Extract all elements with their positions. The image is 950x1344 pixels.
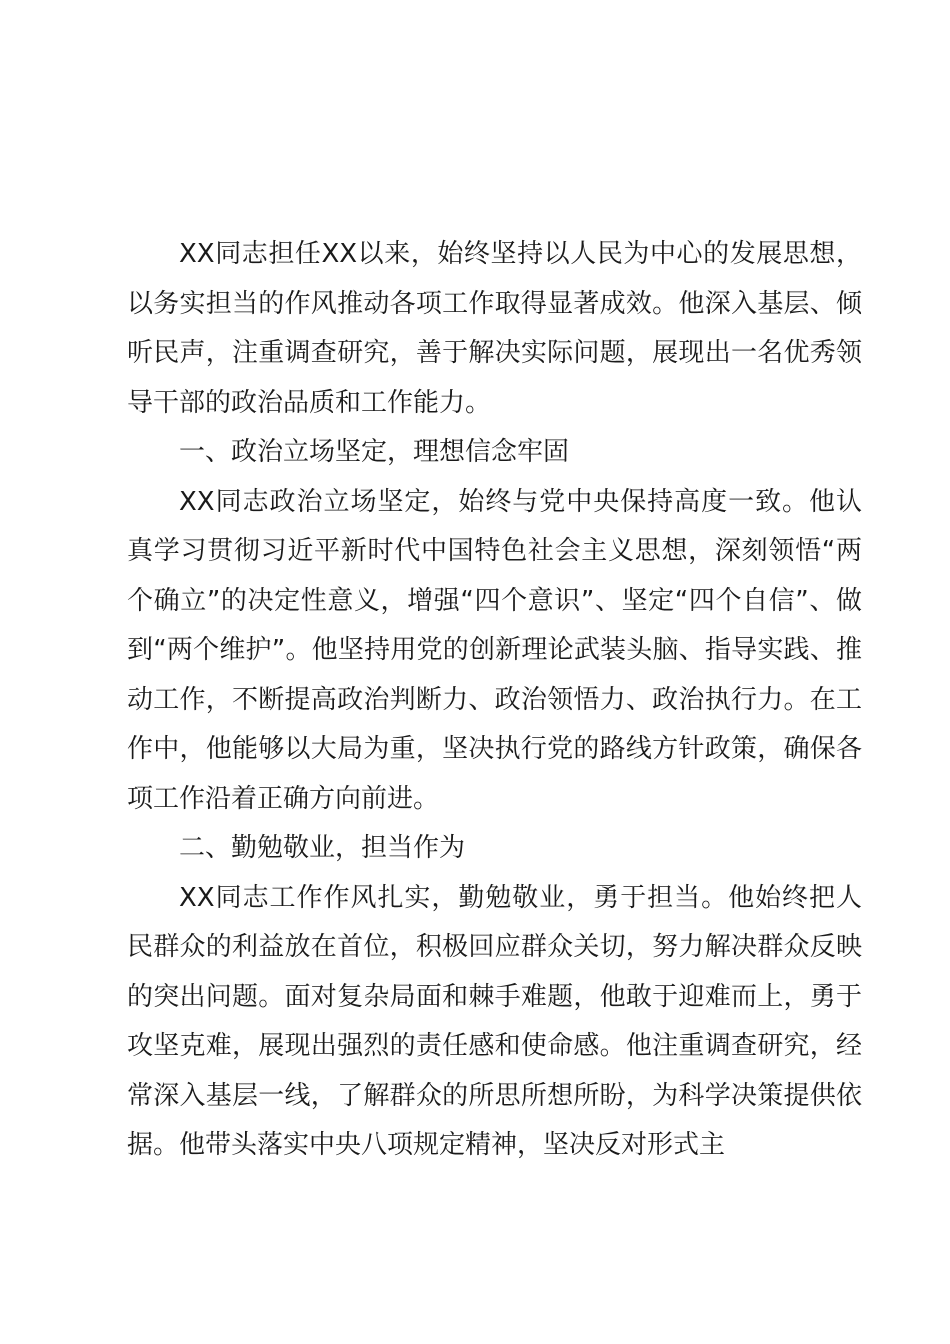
section-2-paragraph: XX同志工作作风扎实，勤勉敬业，勇于担当。他始终把人民群众的利益放在首位，积极回应群众关切，努力解决群众反映的突出问题。面对复杂局面和棘手难题，他敢于迎难而上，勇于攻坚克难，展现出强烈的责任感和使命感。他注重调查研究，经常深入基层一线，了解群众的所思所想所盼，为科学决策提供依据。他带头落实中央八项规定精神，坚决反对形式主 [127,882,862,1160]
section-heading-2: 二、勤勉敬业，担当作为 [179,833,466,863]
section-1-paragraph: XX同志政治立场坚定，始终与党中央保持高度一致。他认真学习贯彻习近平新时代中国特色社会主义思想，深刻领悟“两个确立”的决定性意义，增强“四个意识”、坚定“四个自信”、做到“两个维护”。他坚持用党的创新理论武装头脑、指导实践、推动工作，不断提高政治判断力、政治领悟力、政治执行力。在工作中，他能够以大局为重，坚决执行党的路线方针政策，确保各项工作沿着正确方向前进。 [127,486,862,814]
intro-paragraph: XX同志担任XX以来，始终坚持以人民为中心的发展思想，以务实担当的作风推动各项工作取得显著成效。他深入基层、倾听民声，注重调查研究，善于解决实际问题，展现出一名优秀领导干部的政治品质和工作能力。 [127,239,862,418]
section-heading-1: 一、政治立场坚定，理想信念牢固 [179,437,570,467]
document-body [127,230,862,1171]
